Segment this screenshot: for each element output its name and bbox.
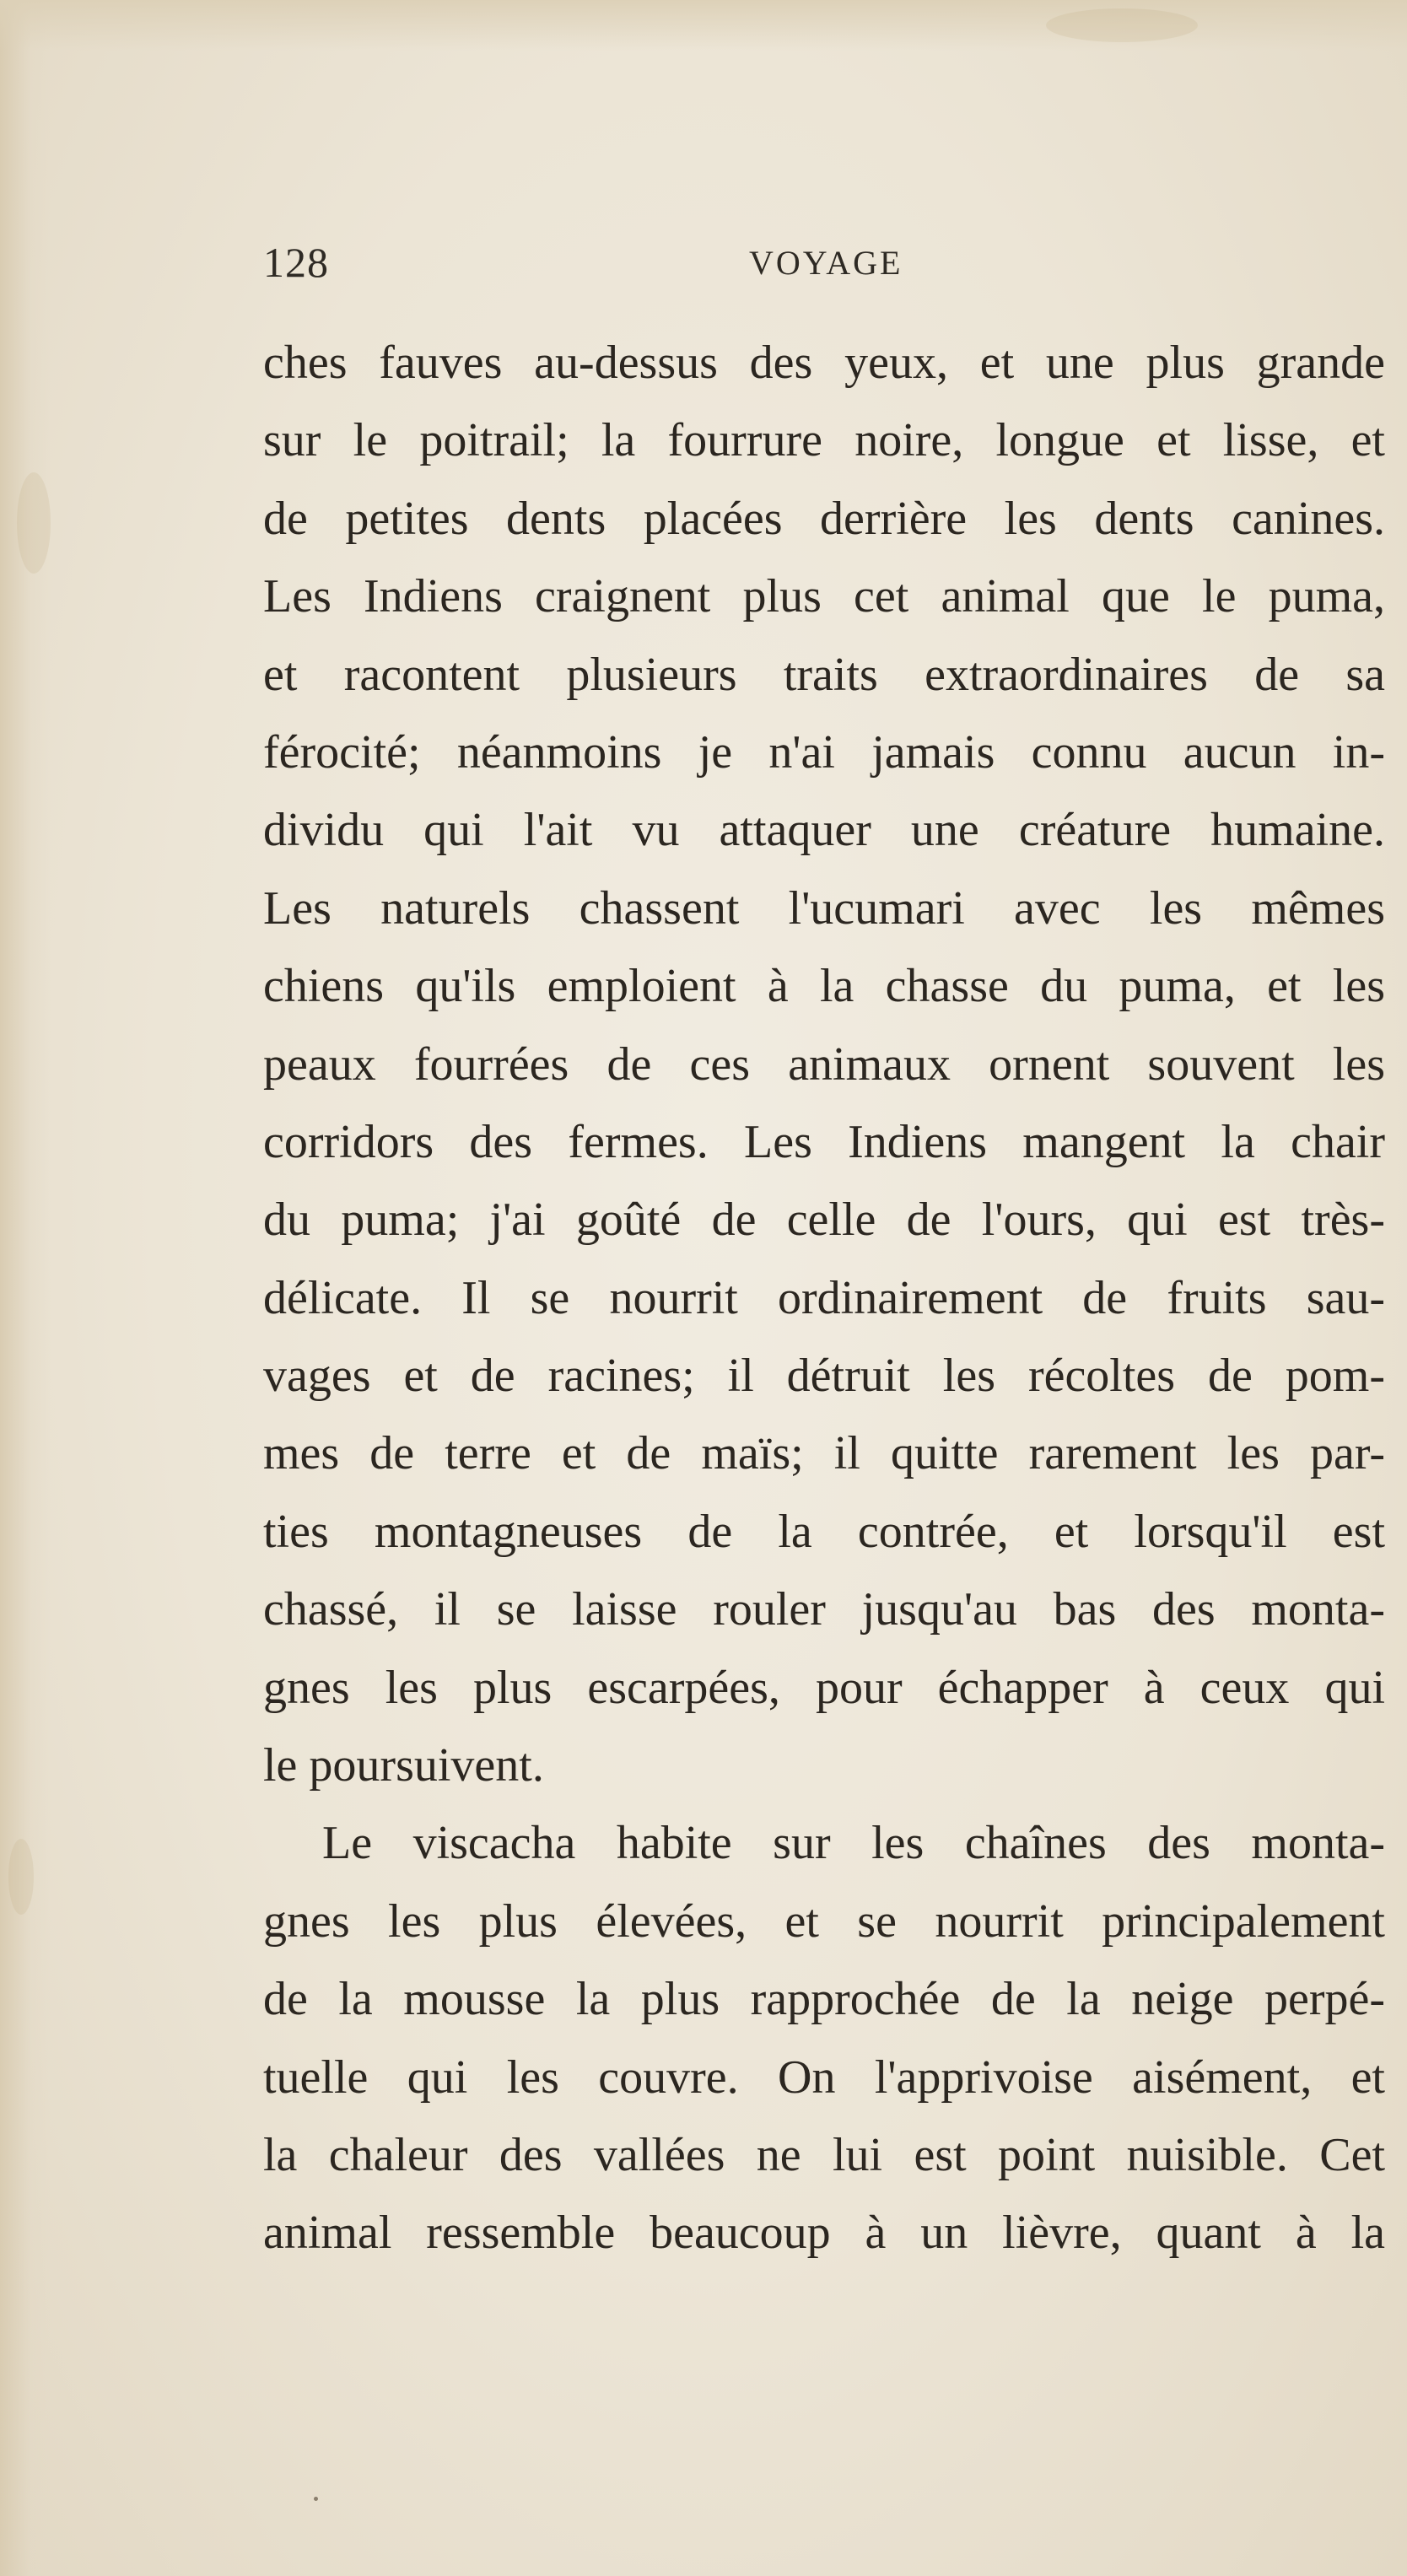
text-line: ches fauves au-dessus des yeux, et une plus grande [263, 337, 1385, 389]
text-line: Les Indiens craignent plus cet animal que le puma, [263, 570, 1385, 623]
text-line: et racontent plusieurs traits extraordinaires de sa [263, 648, 1385, 701]
text-line: tuelle qui les couvre. On l'apprivoise aisément, et [263, 2051, 1385, 2104]
text-line: chiens qu'ils emploient à la chasse du puma, et les [263, 960, 1385, 1013]
page-edge-toning [0, 0, 51, 2576]
text-line: Les naturels chassent l'ucumari avec les mêmes [263, 881, 1385, 935]
page-header [263, 238, 1385, 297]
text-line: gnes les plus escarpées, pour échapper à ceux qui [263, 1661, 1385, 1714]
foxing-stain [1046, 8, 1198, 42]
text-line: ties montagneuses de la contrée, et lorsqu'il est [263, 1505, 1385, 1558]
text-line: férocité; néanmoins je n'ai jamais connu aucun in- [263, 725, 1385, 779]
text-line: sur le poitrail; la fourrure noire, longue et lisse, et [263, 414, 1385, 467]
paper-speck [314, 2497, 318, 2501]
foxing-stain [8, 1839, 34, 1915]
text-line: de petites dents placées derrière les dents canines. [263, 492, 1385, 545]
text-line: du puma; j'ai goûté de celle de l'ours, qui est très- [263, 1194, 1385, 1247]
text-line: Le viscacha habite sur les chaînes des monta- [322, 1817, 1385, 1870]
page-number: 128 [263, 239, 329, 286]
text-line: peaux fourrées de ces animaux ornent souvent les [263, 1037, 1385, 1091]
text-line: vages et de racines; il détruit les récoltes de pom- [263, 1350, 1385, 1403]
text-line: de la mousse la plus rapprochée de la neige perpé- [263, 1973, 1385, 2026]
text-line: corridors des fermes. Les Indiens mangent la chair [263, 1115, 1385, 1168]
foxing-stain [17, 472, 51, 574]
text-line: délicate. Il se nourrit ordinairement de fruits sau- [263, 1271, 1385, 1324]
text-line: la chaleur des vallées ne lui est point nuisible. Cet [263, 2128, 1385, 2181]
text-line: dividu qui l'ait vu attaquer une créature humaine. [263, 804, 1385, 857]
body-text [263, 324, 1385, 2272]
text-line: mes de terre et de maïs; il quitte rarement les par- [263, 1427, 1385, 1480]
text-line: le poursuivent. [263, 1739, 544, 1792]
running-head: VOYAGE [749, 244, 903, 282]
text-line: chassé, il se laisse rouler jusqu'au bas des monta- [263, 1583, 1385, 1636]
text-line: animal ressemble beaucoup à un lièvre, quant à la [263, 2207, 1385, 2260]
text-line: gnes les plus élevées, et se nourrit principalement [263, 1894, 1385, 1948]
